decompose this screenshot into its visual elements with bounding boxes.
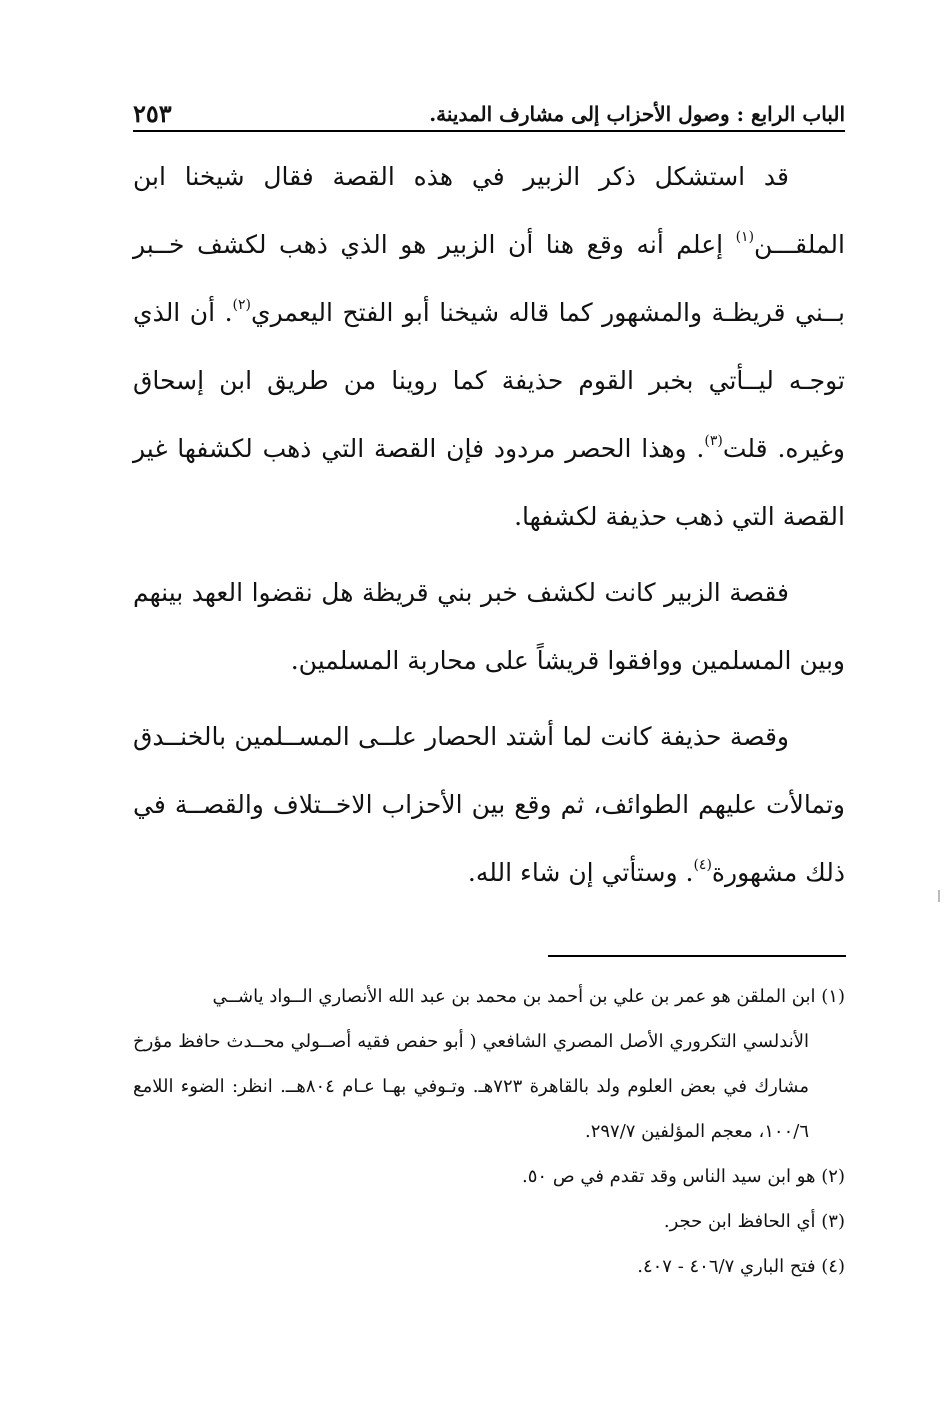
- scan-speck: [938, 890, 940, 902]
- main-text: [133, 143, 845, 907]
- chapter-title: الباب الرابع : وصول الأحزاب إلى مشارف المدينة.: [429, 102, 845, 126]
- footnote-4: (٤) فتح الباري ٤٠٦/٧ - ٤٠٧.: [637, 1256, 845, 1277]
- paragraph-1-part-a: قد استشكل ذكر الزبير في هذه القصة فقال شيخنا ابن الملقـــن: [133, 162, 845, 259]
- paragraph-1-part-b: إعلم أنه وقع هنا أن الزبير هو الذي ذهب لكشف خــبر بــني قريظـة والمشهور كما قاله شيخنا أبو الفتح اليعمري: [133, 230, 845, 327]
- paragraph-3-part-b: . وستأتي إن شاء الله.: [467, 858, 694, 887]
- footnote-ref-3: (٣): [704, 433, 723, 449]
- footnote-3: (٣) أي الحافظ ابن حجر.: [663, 1211, 845, 1232]
- footnote-1-text: ابن الملقن هو عمر بن علي بن أحمد بن محمد بن عبد الله الأنصاري الــواد ياشــي: [212, 986, 816, 1007]
- footnote-divider: [548, 955, 846, 957]
- footnote-1-number: (١): [821, 986, 845, 1007]
- footnote-1-continuation: الأندلسي التكروري الأصل المصري الشافعي ( أبو حفص فقيه أصــولي محــدث حافظ مؤرخ مشارك في بعض العلوم ولد بالقاهرة ٧٢٣هـ. وتـوفي بهـا عـام ٨٠٤هــ. انظر: الضوء اللامع ١٠٠/٦، معجم المؤلفين ٢٩٧/٧.: [133, 1031, 809, 1142]
- paragraph-2: [133, 559, 845, 695]
- paragraph-1-part-c: . أن الذي توجـه ليــأتي بخبر القوم حذيفة كما روينا من طريق ابن إسحاق وغيره. قلت: [133, 298, 845, 463]
- footnote-1: [133, 974, 845, 1154]
- paragraph-3-part-a: وقصة حذيفة كانت لما أشتد الحصار علــى المســلمين بالخنــدق وتمالأت عليهم الطوائف، ثم وقع بين الأحزاب الاخــتلاف والقصــة في ذلك مشهورة: [133, 722, 845, 887]
- footnote-ref-4: (٤): [693, 857, 712, 873]
- running-header: [133, 98, 845, 132]
- paragraph-1: [133, 143, 845, 551]
- footnotes: [133, 974, 845, 1289]
- paragraph-1-part-d: . وهذا الحصر مردود فإن القصة التي ذهب لكشفها غير القصة التي ذهب حذيفة لكشفها.: [133, 434, 845, 531]
- paragraph-3: [133, 703, 845, 907]
- footnote-ref-2: (٢): [232, 297, 252, 313]
- paragraph-2-text: فقصة الزبير كانت لكشف خبر بني قريظة هل نقضوا العهد بينهم وبين المسلمين ووافقوا قريشاً على محاربة المسلمين.: [133, 578, 845, 675]
- page-number: ٢٥٣: [133, 99, 172, 128]
- footnote-ref-1: (١): [735, 229, 755, 245]
- footnote-2: (٢) هو ابن سيد الناس وقد تقدم في ص ٥٠.: [522, 1166, 845, 1187]
